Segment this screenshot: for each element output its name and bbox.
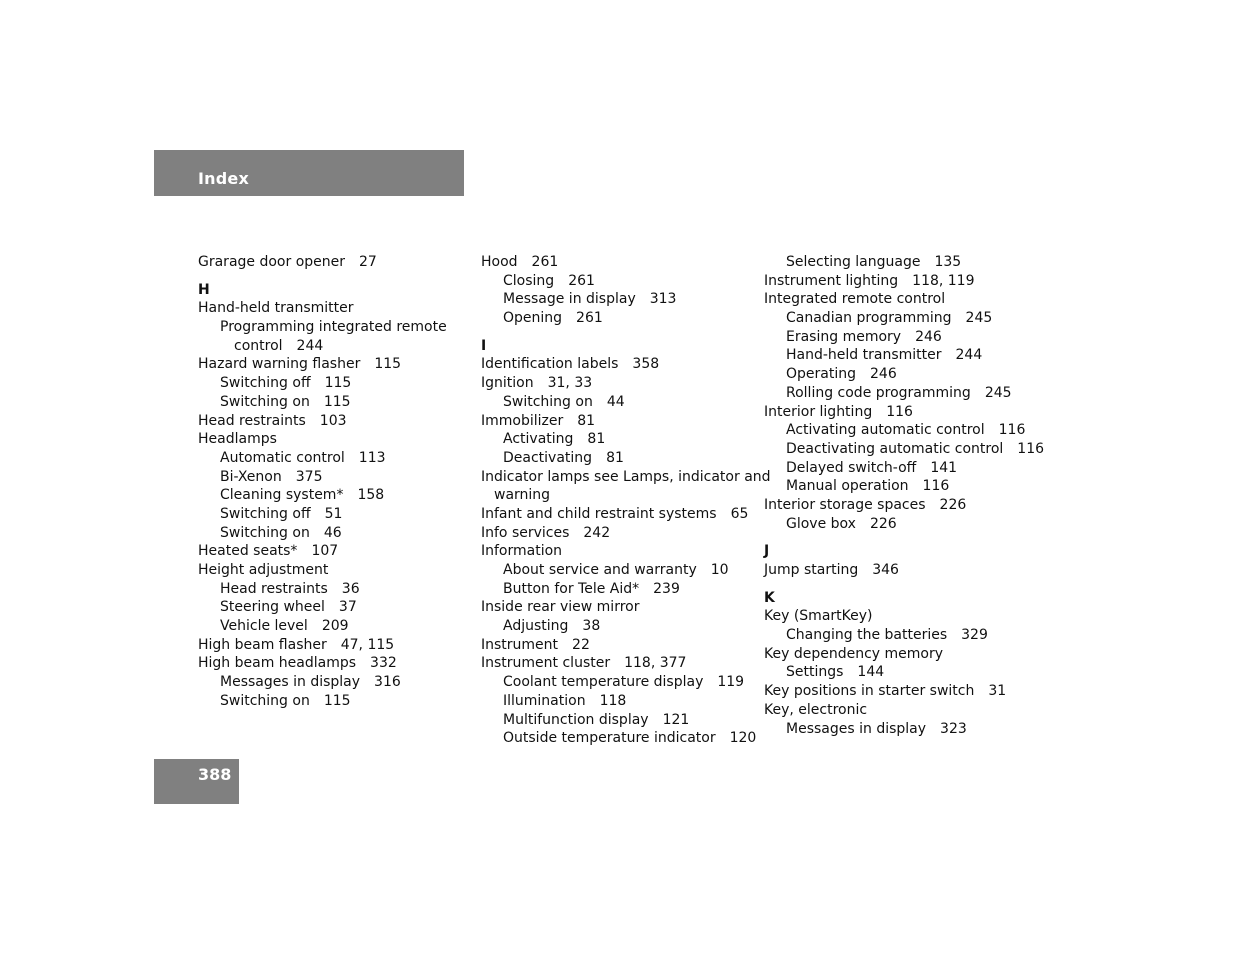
- index-page-ref: 27: [359, 254, 377, 270]
- index-page-ref: 115: [323, 692, 351, 709]
- index-page-ref: 375: [295, 468, 323, 485]
- index-page-ref: 246: [870, 366, 897, 383]
- index-subentry: [481, 290, 751, 309]
- index-page-ref: 46: [323, 524, 342, 541]
- index-subentry: [481, 309, 751, 328]
- index-entry-text: About service and warranty: [503, 562, 697, 578]
- index-subentry: [198, 486, 468, 505]
- index-page-ref: 121: [662, 711, 690, 728]
- index-page-ref: 51: [324, 505, 343, 522]
- index-subentry: [198, 673, 468, 692]
- index-entry-text: Ignition: [481, 375, 534, 392]
- index-entry-text: Hood: [481, 254, 518, 270]
- index-entry-text: Messages in display: [786, 720, 927, 737]
- index-entry: [764, 496, 1034, 515]
- index-page-ref: 37: [338, 599, 357, 616]
- index-page-ref: 10: [710, 562, 729, 578]
- index-subentry: [481, 580, 751, 599]
- index-entry: [764, 607, 1034, 626]
- index-entry: [764, 403, 1034, 422]
- index-entry-text: Key positions in starter switch: [764, 683, 975, 700]
- index-page-ref: 261: [531, 254, 559, 270]
- index-entry-text: Rolling code programming: [786, 384, 971, 401]
- index-entry-text: Hand-held transmitter: [198, 300, 354, 317]
- index-subentry: [198, 598, 468, 617]
- index-entry-text: Messages in display: [220, 674, 361, 691]
- index-entry-text: Activating automatic control: [786, 422, 985, 439]
- index-page-ref: 113: [358, 449, 386, 466]
- index-subentry: [764, 626, 1034, 645]
- index-page-ref: 316: [374, 674, 401, 691]
- section-header-bar: [154, 150, 464, 196]
- index-entry: [764, 561, 1034, 580]
- index-page-ref: 246: [915, 328, 942, 345]
- index-page-ref: 44: [606, 393, 625, 410]
- index-page-ref: 116: [886, 403, 913, 420]
- index-entry-text: Outside temperature indicator: [503, 730, 716, 747]
- index-entry-text: Canadian programming: [786, 310, 952, 327]
- index-page-ref: 38: [582, 618, 601, 635]
- index-entry: [764, 701, 1034, 720]
- index-entry-text: Automatic control: [220, 449, 345, 466]
- index-page-ref: 313: [649, 291, 677, 308]
- index-entry-text: Immobilizer: [481, 412, 564, 429]
- index-entry-text: Manual operation: [786, 478, 909, 495]
- index-page-ref: 31: [988, 683, 1007, 700]
- index-subentry: [198, 524, 468, 543]
- index-subentry: [481, 272, 751, 291]
- index-page-ref: 118, 377: [624, 655, 687, 672]
- index-entry-text: Key (SmartKey): [764, 608, 873, 625]
- index-entry-text: Integrated remote control: [764, 291, 946, 308]
- index-entry-text: Inside rear view mirror: [481, 599, 640, 616]
- index-entry-text: Key dependency memory: [764, 645, 944, 662]
- index-page-ref: 135: [934, 254, 962, 270]
- index-subentry: [481, 561, 751, 580]
- index-subentry: [198, 505, 468, 524]
- index-entry: [198, 355, 468, 374]
- index-page-ref: 116: [922, 478, 950, 495]
- index-subentry: [764, 346, 1034, 365]
- index-page-ref: 244: [296, 337, 324, 354]
- index-entry: [481, 654, 751, 673]
- index-entry-text: Deactivating: [503, 449, 593, 466]
- index-page-ref: 323: [940, 720, 967, 737]
- index-subentry: [481, 486, 751, 505]
- index-subentry: [764, 720, 1034, 739]
- index-letter-heading: H: [198, 281, 210, 298]
- index-entry: [481, 253, 751, 272]
- index-entry: [481, 468, 771, 487]
- index-entry-text: Key, electronic: [764, 701, 868, 718]
- index-page-ref: 141: [930, 459, 958, 476]
- index-subentry: [198, 393, 468, 412]
- index-entry-text: Headlamps: [198, 431, 277, 448]
- index-subentry: [198, 580, 468, 599]
- index-subentry: [764, 253, 1034, 272]
- index-letter-heading: K: [764, 589, 775, 606]
- index-entry: [481, 542, 751, 561]
- index-subentry: [198, 449, 468, 468]
- index-page-ref: 81: [587, 431, 606, 448]
- index-entry: [198, 299, 468, 318]
- index-entry-text: Erasing memory: [786, 328, 902, 345]
- index-entry-text: Hazard warning flasher: [198, 356, 361, 373]
- index-entry: [198, 253, 468, 272]
- index-page-ref: 239: [653, 580, 680, 597]
- index-entry: [198, 430, 468, 449]
- index-entry: [481, 524, 751, 543]
- index-column-3: [764, 253, 1045, 738]
- index-subentry: [481, 729, 757, 748]
- index-entry-text: Settings: [786, 664, 844, 681]
- index-page-ref: 245: [984, 384, 1012, 401]
- index-page-ref: 116: [1017, 440, 1045, 457]
- index-subentry: [198, 337, 468, 356]
- index-entry-text: Opening: [503, 310, 563, 327]
- index-entry-text: Coolant temperature display: [503, 674, 704, 691]
- index-page-ref: 107: [311, 543, 339, 560]
- index-entry-text: Jump starting: [764, 562, 859, 578]
- section-title: Index: [198, 169, 249, 188]
- index-entry-text: Vehicle level: [220, 618, 308, 635]
- index-entry: [764, 272, 1034, 291]
- index-entry: [481, 505, 751, 524]
- index-subentry: [764, 477, 1034, 496]
- index-page-ref: 329: [961, 627, 988, 644]
- index-entry-text: warning: [494, 487, 551, 504]
- index-letter-heading: I: [481, 337, 487, 354]
- index-entry-text: Switching off: [220, 375, 311, 392]
- index-entry-text: Switching on: [220, 524, 310, 541]
- index-entry-text: Programming integrated remote: [220, 319, 447, 336]
- index-page-ref: 358: [632, 356, 660, 373]
- index-entry-text: Info services: [481, 524, 570, 541]
- index-subentry: [481, 449, 751, 468]
- index-subentry: [764, 440, 1045, 459]
- index-page-ref: 115: [324, 375, 352, 392]
- index-subentry: [198, 617, 468, 636]
- index-entry-text: Identification labels: [481, 356, 619, 373]
- index-entry-text: Selecting language: [786, 254, 921, 270]
- index-subentry: [481, 673, 751, 692]
- index-entry-text: Indicator lamps see Lamps, indicator and: [481, 468, 771, 485]
- index-entry-text: Operating: [786, 366, 856, 383]
- index-entry-text: Interior storage spaces: [764, 496, 926, 513]
- index-page-ref: 261: [576, 310, 603, 327]
- index-entry-text: High beam headlamps: [198, 655, 357, 672]
- index-page-ref: 158: [357, 487, 385, 504]
- index-entry-text: Bi-Xenon: [220, 468, 282, 485]
- index-entry: [481, 412, 751, 431]
- index-entry: [198, 561, 468, 580]
- index-page-ref: 245: [965, 310, 993, 327]
- index-entry-text: Head restraints: [198, 412, 306, 429]
- index-subentry: [764, 328, 1034, 347]
- index-subentry: [764, 459, 1034, 478]
- index-page-ref: 118, 119: [912, 272, 975, 289]
- index-entry-text: Height adjustment: [198, 562, 329, 578]
- index-entry-text: Cleaning system*: [220, 487, 344, 504]
- index-entry-text: Heated seats*: [198, 543, 298, 560]
- index-subentry: [764, 421, 1034, 440]
- index-page-ref: 65: [730, 505, 749, 522]
- index-entry-text: Closing: [503, 272, 555, 289]
- index-entry-text: Delayed switch-off: [786, 459, 917, 476]
- index-page-ref: 81: [606, 449, 624, 466]
- index-subentry: [198, 692, 468, 711]
- page-number-tab: [154, 759, 239, 804]
- index-entry-text: Instrument lighting: [764, 272, 899, 289]
- index-page-ref: 332: [370, 655, 397, 672]
- index-entry-text: Head restraints: [220, 580, 328, 597]
- index-entry-text: Switching on: [220, 692, 310, 709]
- index-entry: [198, 412, 468, 431]
- index-entry-text: Deactivating automatic control: [786, 440, 1004, 457]
- index-subentry: [481, 711, 751, 730]
- index-entry: [481, 355, 751, 374]
- index-entry-text: Interior lighting: [764, 403, 873, 420]
- index-subentry: [481, 617, 751, 636]
- index-page-ref: 22: [572, 636, 590, 653]
- index-entry-text: control: [234, 337, 283, 354]
- index-subentry: [764, 309, 1034, 328]
- index-column-1: [198, 253, 468, 711]
- index-entry: [764, 645, 1034, 664]
- index-entry-text: Hand-held transmitter: [786, 347, 942, 364]
- index-entry-text: Illumination: [503, 692, 586, 709]
- index-page-ref: 47, 115: [340, 636, 395, 653]
- index-page-ref: 81: [577, 412, 596, 429]
- index-entry-text: Multifunction display: [503, 711, 649, 728]
- index-page-ref: 244: [955, 347, 983, 364]
- index-entry: [481, 636, 751, 655]
- index-page-ref: 209: [321, 618, 349, 635]
- index-page-ref: 118: [599, 692, 627, 709]
- index-subentry: [764, 663, 1034, 682]
- index-entry-text: Instrument cluster: [481, 655, 611, 672]
- index-subentry: [198, 468, 468, 487]
- index-entry-text: Switching off: [220, 505, 311, 522]
- index-entry: [198, 636, 468, 655]
- index-entry-text: Button for Tele Aid*: [503, 580, 640, 597]
- index-subentry: [481, 692, 751, 711]
- index-entry: [481, 598, 751, 617]
- index-page-ref: 120: [729, 730, 757, 747]
- index-entry-text: Switching on: [220, 393, 310, 410]
- index-entry-text: Message in display: [503, 291, 636, 308]
- index-page-ref: 226: [939, 496, 967, 513]
- index-letter-heading: J: [764, 543, 770, 560]
- index-page-ref: 226: [869, 515, 897, 532]
- index-page-ref: 115: [323, 393, 351, 410]
- index-page-ref: 144: [857, 664, 885, 681]
- index-page-ref: 119: [717, 674, 745, 691]
- index-page-ref: 242: [583, 524, 611, 541]
- index-subentry: [481, 393, 751, 412]
- index-entry-text: Grarage door opener: [198, 254, 345, 270]
- index-subentry: [764, 384, 1034, 403]
- index-entry: [764, 290, 1034, 309]
- index-entry-text: Infant and child restraint systems: [481, 505, 717, 522]
- index-entry-text: Information: [481, 543, 563, 560]
- index-entry-text: Steering wheel: [220, 599, 325, 616]
- index-entry-text: Glove box: [786, 515, 856, 532]
- index-entry: [198, 654, 468, 673]
- index-entry: [198, 542, 468, 561]
- index-page-ref: 346: [872, 562, 899, 578]
- index-page-ref: 103: [319, 412, 347, 429]
- index-entry-text: Switching on: [503, 393, 593, 410]
- index-entry: [481, 374, 751, 393]
- index-page-ref: 261: [568, 272, 595, 289]
- index-page-ref: 116: [998, 422, 1026, 439]
- page-number: 388: [198, 765, 232, 784]
- index-subentry: [198, 374, 468, 393]
- index-subentry: [764, 365, 1034, 384]
- index-subentry: [481, 430, 751, 449]
- index-entry-text: Instrument: [481, 636, 559, 653]
- index-subentry: [764, 515, 1034, 534]
- index-subentry: [198, 318, 468, 337]
- index-entry-text: Changing the batteries: [786, 627, 948, 644]
- index-page-ref: 115: [374, 356, 402, 373]
- index-entry-text: Activating: [503, 431, 574, 448]
- index-entry: [764, 682, 1034, 701]
- index-column-2: [481, 253, 771, 748]
- index-page-ref: 31, 33: [547, 375, 593, 392]
- index-entry-text: High beam flasher: [198, 636, 327, 653]
- index-page-ref: 36: [341, 580, 360, 597]
- index-entry-text: Adjusting: [503, 618, 569, 635]
